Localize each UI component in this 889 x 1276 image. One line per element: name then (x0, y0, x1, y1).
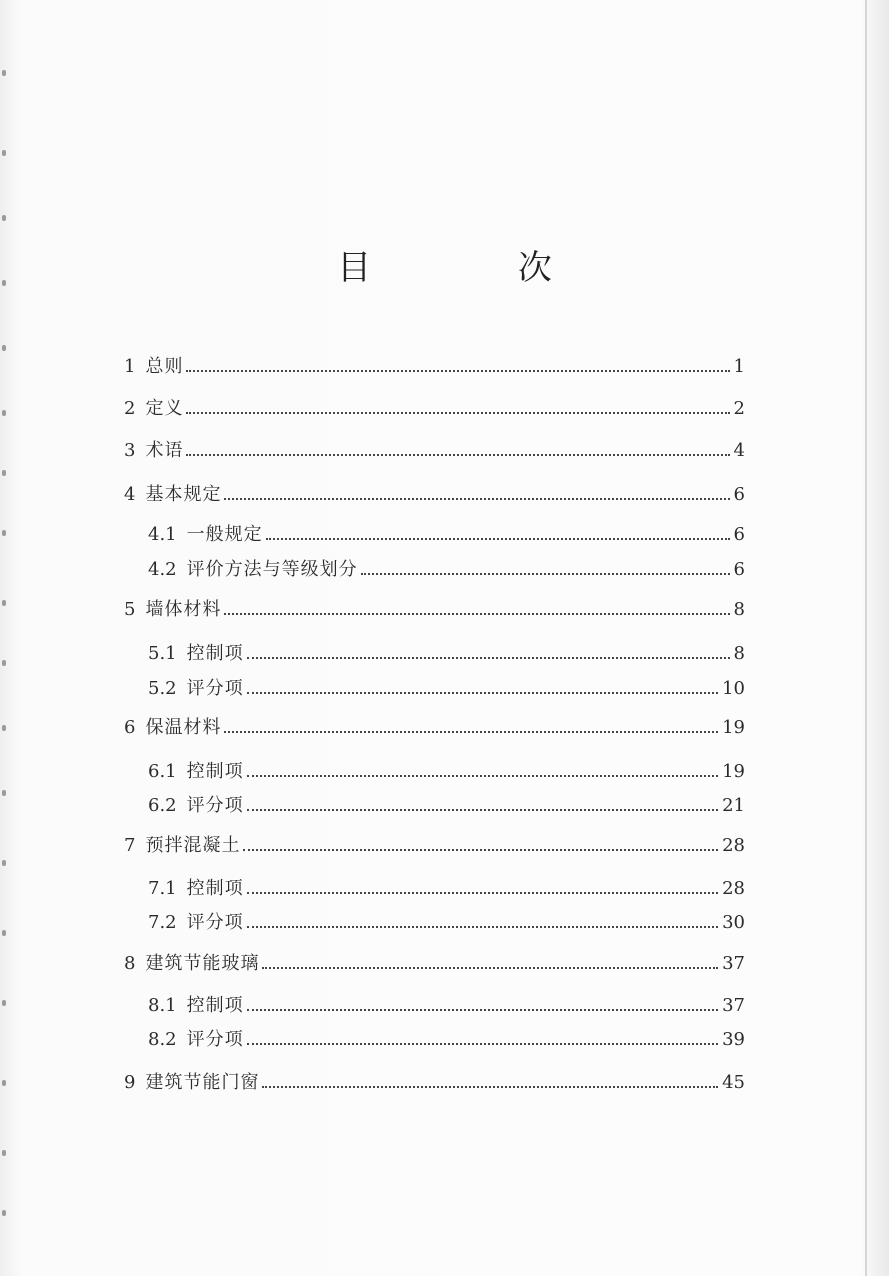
toc-entry-page-number: 2 (733, 398, 745, 419)
toc-entry-label: 控制项 (186, 643, 244, 664)
scan-artifact (2, 930, 6, 936)
toc-dot-leader (224, 731, 718, 733)
toc-entry[interactable] (124, 483, 745, 507)
toc-entry-label: 控制项 (186, 761, 244, 782)
toc-entry-number: 5.1 (148, 643, 177, 664)
toc-dot-leader (224, 498, 729, 500)
scan-artifact (2, 150, 6, 156)
toc-entry-label: 基本规定 (145, 484, 222, 505)
toc-entry-number: 4 (124, 484, 136, 505)
toc-entry[interactable] (124, 834, 745, 858)
toc-entry-number: 6.1 (148, 761, 177, 782)
toc-entry-number: 8 (124, 953, 136, 974)
toc-entry-label: 评分项 (186, 1029, 244, 1050)
scan-artifact (2, 1210, 6, 1216)
toc-dot-leader (247, 926, 718, 928)
scan-artifact (2, 215, 6, 221)
toc-entry-page-number: 21 (722, 795, 745, 816)
toc-entry[interactable] (124, 355, 745, 379)
toc-entry-page-number: 45 (722, 1072, 745, 1093)
toc-entry[interactable] (148, 1028, 745, 1052)
toc-entry[interactable] (148, 523, 745, 547)
toc-entry-number: 4.1 (148, 524, 177, 545)
toc-entry-page-number: 39 (722, 1029, 745, 1050)
toc-entry-page-number: 37 (722, 995, 745, 1016)
scan-artifact (2, 1000, 6, 1006)
toc-entry-number: 2 (124, 398, 136, 419)
toc-entry[interactable] (148, 760, 745, 784)
toc-entry-label: 控制项 (186, 995, 244, 1016)
toc-entry-page-number: 6 (733, 484, 745, 505)
toc-entry-number: 7 (124, 835, 136, 856)
toc-entry-label: 定义 (145, 398, 184, 419)
toc-entry-label: 一般规定 (186, 524, 263, 545)
toc-entry-label: 术语 (145, 440, 184, 461)
toc-entry[interactable] (148, 677, 745, 701)
toc-entry-page-number: 10 (722, 678, 745, 699)
scan-artifact (2, 660, 6, 666)
page-title: 目 次 (337, 248, 620, 288)
toc-dot-leader (243, 849, 718, 851)
toc-entry-page-number: 30 (722, 912, 745, 933)
toc-entry-number: 7.1 (148, 878, 177, 899)
toc-entry-label: 建筑节能门窗 (145, 1072, 260, 1093)
toc-entry-page-number: 28 (722, 835, 745, 856)
toc-entry[interactable] (148, 558, 745, 582)
toc-entry-label: 评分项 (186, 678, 244, 699)
scan-artifact (2, 725, 6, 731)
toc-entry-page-number: 37 (722, 953, 745, 974)
toc-entry-label: 评分项 (186, 912, 244, 933)
toc-entry-page-number: 6 (733, 524, 745, 545)
toc-entry-label: 墙体材料 (145, 599, 222, 620)
toc-entry-page-number: 28 (722, 878, 745, 899)
scan-artifact (2, 600, 6, 606)
toc-entry[interactable] (148, 642, 745, 666)
toc-dot-leader (186, 370, 729, 372)
toc-dot-leader (266, 538, 730, 540)
toc-dot-leader (361, 573, 730, 575)
toc-entry-number: 7.2 (148, 912, 177, 933)
toc-entry-number: 8.2 (148, 1029, 177, 1050)
toc-dot-leader (247, 809, 718, 811)
toc-entry-number: 6.2 (148, 795, 177, 816)
toc-entry-number: 4.2 (148, 559, 177, 580)
toc-entry-label: 评价方法与等级划分 (186, 559, 358, 580)
toc-dot-leader (224, 613, 729, 615)
toc-entry-page-number: 8 (733, 643, 745, 664)
toc-dot-leader (262, 967, 718, 969)
toc-entry[interactable] (124, 598, 745, 622)
toc-entry[interactable] (124, 439, 745, 463)
toc-entry-label: 建筑节能玻璃 (145, 953, 260, 974)
toc-entry-page-number: 4 (733, 440, 745, 461)
toc-entry-page-number: 8 (733, 599, 745, 620)
toc-entry-number: 6 (124, 717, 136, 738)
toc-dot-leader (247, 692, 718, 694)
toc-dot-leader (247, 892, 718, 894)
scan-artifact (2, 470, 6, 476)
scan-artifact (2, 345, 6, 351)
scan-artifact (2, 530, 6, 536)
toc-dot-leader (247, 657, 730, 659)
toc-entry-label: 评分项 (186, 795, 244, 816)
toc-entry-page-number: 1 (733, 356, 745, 377)
toc-entry-number: 5 (124, 599, 136, 620)
toc-entry-number: 5.2 (148, 678, 177, 699)
scan-artifact (2, 790, 6, 796)
toc-entry[interactable] (124, 397, 745, 421)
toc-entry-page-number: 19 (722, 717, 745, 738)
scan-artifact (2, 70, 6, 76)
scan-artifact (2, 1080, 6, 1086)
scan-artifact (2, 410, 6, 416)
toc-entry-label: 总则 (145, 356, 184, 377)
toc-entry-number: 3 (124, 440, 136, 461)
toc-entry-label: 控制项 (186, 878, 244, 899)
toc-entry-number: 8.1 (148, 995, 177, 1016)
toc-entry-number: 9 (124, 1072, 136, 1093)
toc-dot-leader (186, 454, 729, 456)
toc-entry[interactable] (148, 877, 745, 901)
toc-dot-leader (262, 1086, 718, 1088)
toc-entry-number: 1 (124, 356, 136, 377)
toc-entry[interactable] (148, 994, 745, 1018)
toc-entry[interactable] (124, 952, 745, 976)
toc-entry[interactable] (124, 716, 745, 740)
toc-entry-label: 保温材料 (145, 717, 222, 738)
scan-artifact (2, 280, 6, 286)
toc-entry[interactable] (148, 911, 745, 935)
toc-dot-leader (247, 1009, 718, 1011)
toc-dot-leader (247, 775, 718, 777)
toc-entry[interactable] (148, 794, 745, 818)
toc-entry-page-number: 6 (733, 559, 745, 580)
toc-dot-leader (186, 412, 729, 414)
toc-entry-page-number: 19 (722, 761, 745, 782)
toc-entry[interactable] (124, 1071, 745, 1095)
toc-dot-leader (247, 1043, 718, 1045)
scan-artifact (2, 1150, 6, 1156)
toc-entry-label: 预拌混凝土 (145, 835, 241, 856)
scan-artifact (2, 860, 6, 866)
